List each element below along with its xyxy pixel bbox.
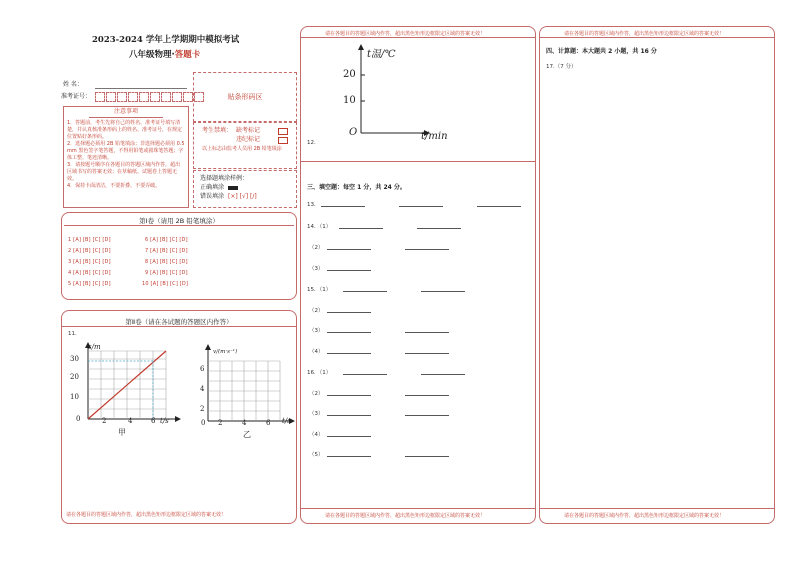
note-item: 3．请按题号顺序在各题目的答题区域内作答，超出区域书写的答案无效；在草稿纸、试题卷上答题无效。 [67,162,181,182]
id-box[interactable] [139,92,149,102]
exam-title: 2023-2024 学年上学期期中模拟考试 [92,35,240,45]
yi-x-tick-6: 6 [266,419,271,427]
column3-box[interactable] [539,26,775,524]
id-box[interactable] [128,92,138,102]
q12-y-tick-20: 20 [343,69,356,80]
col2-mid-divider [301,161,535,162]
q13-blank-2[interactable] [399,206,443,207]
choice-row-6[interactable]: 6 [A] [B] [C] [D] [145,237,188,243]
id-box[interactable] [117,92,127,102]
q15-2-number: （2） [309,308,324,314]
q15-1-blank-1[interactable] [343,291,387,292]
yi-x-tick-4: 4 [242,419,247,427]
q15-2-blank-1[interactable] [327,312,371,313]
yi-x-label: t/s [282,417,291,425]
jia-x-tick-4: 4 [128,417,133,425]
part2-title: 第Ⅱ卷（请在各试题的答题区内作答） [125,318,233,326]
jia-origin: 0 [76,415,81,423]
section4-title: 四、计算题：本大题共 2 小题，共 16 分 [546,48,657,55]
q16-2-blank-1[interactable] [327,395,371,396]
notes-title: 注意事项 [89,107,163,118]
id-box[interactable] [161,92,171,102]
q13-blank-1[interactable] [321,206,365,207]
q16-4-number: （4） [309,432,324,438]
q16-5-number: （5） [309,452,324,458]
id-boxes[interactable] [95,92,204,102]
violation-checkbox[interactable] [278,137,288,144]
jia-y-tick-30: 30 [70,355,79,363]
yi-caption: 乙 [243,430,251,439]
q16-1-blank-1[interactable] [343,374,387,375]
q16-5-blank-2[interactable] [405,456,449,457]
q16-2-blank-2[interactable] [405,395,449,396]
q16-3-blank-1[interactable] [327,415,371,416]
section3-title: 三、填空题：每空 1 分，共 24 分。 [307,184,406,191]
q14-1-blank-1[interactable] [339,228,383,229]
subject: 八年级物理 [129,50,172,60]
notes-box [63,106,189,208]
part1-title: 第Ⅰ卷（请用 2B 铅笔填涂） [139,217,219,225]
warning-bottom-col3: 请在各题目的答题区域内作答，超出黑色矩形边框限定区域的答案无效！ [564,513,725,519]
q15-4-number: （4） [309,349,324,355]
violation-mark-label: 违纪标记 [236,136,261,143]
q16-3-blank-2[interactable] [405,415,449,416]
q13-blank-3[interactable] [477,206,521,207]
choice-row-8[interactable]: 8 [A] [B] [C] [D] [145,259,188,265]
jia-y-label: s/m [88,343,101,351]
id-box[interactable] [183,92,193,102]
id-box[interactable] [106,92,116,102]
correct-fill-label: 正确填涂 [200,184,225,191]
q16-4-blank-1[interactable] [327,436,371,437]
wrong-fill-label: 错误填涂 [200,193,225,200]
q14-2-blank-1[interactable] [327,249,371,250]
jia-y-tick-20: 20 [70,373,79,381]
dot: · [171,50,175,60]
name-line[interactable] [95,88,187,89]
choice-row-9[interactable]: 9 [A] [B] [C] [D] [145,270,188,276]
q14-3-blank-1[interactable] [327,270,371,271]
yi-y-tick-2: 2 [200,405,205,413]
part2-divider [62,326,296,327]
part2-box[interactable] [61,310,297,524]
correct-fill-sample [228,186,238,190]
q15-3-blank-2[interactable] [405,332,449,333]
name-label: 姓 名： [63,81,83,88]
warning-bottom-col2: 请在各题目的答题区域内作答，超出黑色矩形边框限定区域的答案无效！ [325,513,486,519]
q12-x-label: t/min [421,131,448,142]
q15-1-number: 15．（1） [307,287,332,293]
note-item: 2．选择题必须用 2B 铅笔填涂；非选择题必须用 0.5 mm 黑色签字笔答题，不得用铅笔或圆珠笔答题；字体工整、笔迹清晰。 [67,141,185,161]
q15-3-number: （3） [309,328,324,334]
absent-box [193,122,297,169]
barcode-label: 贴条形码区 [227,93,263,101]
card-heading [129,48,200,60]
q15-3-blank-1[interactable] [327,332,371,333]
jia-x-tick-6: 6 [151,417,156,425]
q13-number: 13． [307,202,320,208]
barcode-area [193,72,297,122]
q12-number: 12. [307,140,316,146]
q12-y-label: t温/℃ [367,49,396,60]
q16-2-number: （2） [309,391,324,397]
q14-2-number: （2） [309,245,324,251]
wrong-fill-marks: [×] [√] [/] [228,193,257,200]
col2-bottom-divider [301,508,535,509]
jia-x-tick-2: 2 [102,417,107,425]
id-box[interactable] [172,92,182,102]
yi-y-tick-6: 6 [200,365,205,373]
jia-y-tick-10: 10 [70,393,79,401]
yi-origin: 0 [201,419,206,427]
jia-caption: 甲 [118,428,126,437]
choice-row-1[interactable]: 1 [A] [B] [C] [D] [68,237,111,243]
fill-sample-title: 选择题填涂样例： [200,175,249,182]
note-item: 1．答题前，考生先将自己的姓名、准考证号填写清楚，并认真核准条形码上的姓名、准考证号，在规定位置贴好条形码。 [67,120,183,140]
q12-origin: O [349,127,358,138]
absent-checkbox[interactable] [278,128,288,135]
id-box[interactable] [150,92,160,102]
q14-1-blank-2[interactable] [417,228,461,229]
q15-4-blank-1[interactable] [327,353,371,354]
yi-x-tick-2: 2 [218,419,223,427]
yi-y-label: v/(m·s⁻¹) [213,349,238,355]
q16-5-blank-1[interactable] [327,456,371,457]
notes-list [64,118,188,192]
jia-x-label: t/s [160,417,169,425]
card-type: 答题卡 [174,50,201,60]
choice-row-3[interactable]: 3 [A] [B] [C] [D] [68,259,111,265]
column2-box[interactable] [300,26,536,524]
id-label: 准考证号： [61,93,92,100]
col3-bottom-divider [540,508,774,509]
choice-row-2[interactable]: 2 [A] [B] [C] [D] [68,248,111,254]
fill-sample-box [193,170,297,208]
yi-y-tick-4: 4 [200,385,205,393]
q17-number: 17.（7 分） [546,64,577,70]
note-item: 4．保持卡面清洁，不要折叠、不要弄破。 [67,183,161,189]
q16-1-number: 16．（1） [307,370,332,376]
q14-1-number: 14．（1） [307,224,332,230]
choice-row-5[interactable]: 5 [A] [B] [C] [D] [68,281,111,287]
q12-y-tick-10: 10 [343,95,356,106]
absent-mark-label: 缺考标记 [236,127,261,134]
q14-2-blank-2[interactable] [405,249,449,250]
id-box[interactable] [95,92,105,102]
absent-note: 以上标志由监考人员用 2B 铅笔填涂 [202,146,282,152]
warning-top-col2: 请在各题目的答题区域内作答，超出黑色矩形边框限定区域的答案无效！ [325,31,486,37]
col3-top-divider [540,37,774,38]
part1-divider [64,225,294,226]
choice-row-4[interactable]: 4 [A] [B] [C] [D] [68,270,111,276]
choice-row-7[interactable]: 7 [A] [B] [C] [D] [145,248,188,254]
col2-top-divider [301,37,535,38]
q14-3-number: （3） [309,266,324,272]
q15-1-blank-2[interactable] [421,291,465,292]
absent-label: 考生禁填： [202,127,233,134]
warning-bottom-col1: 请在各题目的答题区域内作答，超出黑色矩形边框限定区域的答案无效！ [66,512,227,518]
choice-row-10[interactable]: 10 [A] [B] [C] [D] [142,281,189,287]
q16-1-blank-2[interactable] [421,374,465,375]
q15-4-blank-2[interactable] [405,353,449,354]
warning-top-col3: 请在各题目的答题区域内作答，超出黑色矩形边框限定区域的答案无效！ [564,31,725,37]
q16-3-number: （3） [309,411,324,417]
q11-number: 11． [68,331,81,337]
part1-box [61,212,297,300]
